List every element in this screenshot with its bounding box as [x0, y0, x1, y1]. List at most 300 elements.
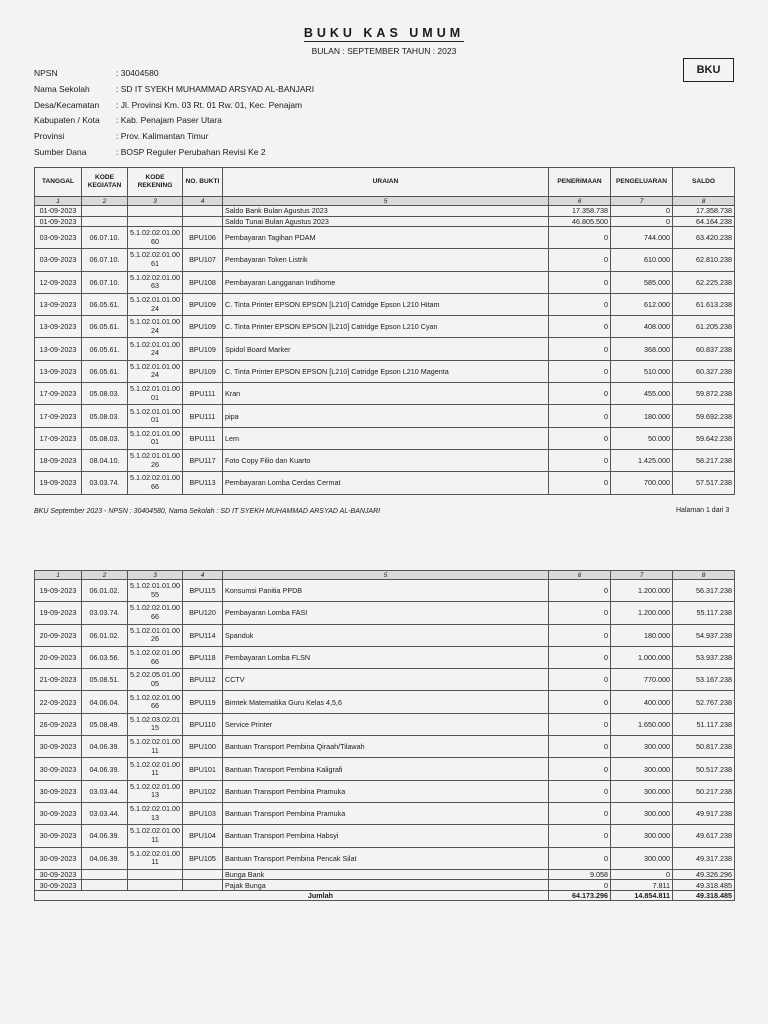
column-number: 5 [223, 197, 549, 206]
cell-uraian: Bimtek Matematika Guru Kelas 4,5,6 [223, 691, 549, 713]
cell-kode-kegiatan: 04.06.04. [82, 691, 128, 713]
cell-no-bukti: BPU107 [183, 249, 223, 271]
cell-kode-rekening [128, 669, 183, 691]
cell-saldo: 59.692.238 [673, 405, 735, 427]
cell-kode-kegiatan: 06.05.61. [82, 360, 128, 382]
kode-rekening-line2: 26 [151, 459, 159, 469]
cell-saldo: 57.517.238 [673, 472, 735, 494]
cell-no-bukti: BPU100 [183, 736, 223, 758]
info-row [34, 84, 314, 100]
table-row [35, 383, 735, 405]
cell-kode-rekening [128, 780, 183, 802]
column-header: TANGGAL [35, 168, 82, 197]
kode-rekening-line2: 11 [151, 768, 159, 778]
cell-kode-kegiatan: 06.07.10. [82, 249, 128, 271]
kode-rekening-line2: 01 [151, 392, 159, 402]
cell-penerimaan: 0 [549, 271, 611, 293]
cell-kode-kegiatan: 03.03.74. [82, 602, 128, 624]
table-row [35, 825, 735, 847]
cell-kode-rekening [128, 624, 183, 646]
cell-no-bukti: BPU109 [183, 293, 223, 315]
cell-uraian: Bantuan Transport Pembina Habsyi [223, 825, 549, 847]
column-header: KODE KEGIATAN [82, 168, 128, 197]
cell-kode-rekening [128, 383, 183, 405]
kode-rekening-line2: 13 [151, 790, 159, 800]
cell-tanggal: 19-09-2023 [35, 602, 82, 624]
cell-pengeluaran: 1.200.000 [611, 602, 673, 624]
cell-kode-kegiatan [82, 206, 128, 217]
cell-saldo: 49.317.238 [673, 847, 735, 869]
cell-pengeluaran: 0 [611, 206, 673, 217]
cell-penerimaan: 0 [549, 758, 611, 780]
cell-penerimaan: 0 [549, 227, 611, 249]
cell-no-bukti: BPU114 [183, 624, 223, 646]
table-row [35, 271, 735, 293]
cell-kode-rekening [128, 316, 183, 338]
cell-pengeluaran: 180.000 [611, 405, 673, 427]
cell-kode-rekening [128, 449, 183, 471]
cell-tanggal: 13-09-2023 [35, 360, 82, 382]
cell-saldo: 55.117.238 [673, 602, 735, 624]
cell-kode-rekening [128, 646, 183, 668]
cell-saldo: 49.318.485 [673, 880, 735, 891]
table-row [35, 869, 735, 880]
cell-kode-rekening [128, 580, 183, 602]
kode-rekening-line1: 5.1.02.01.01.00 [130, 625, 180, 635]
cell-uraian: Service Printer [223, 713, 549, 735]
cell-penerimaan: 0 [549, 736, 611, 758]
cell-uraian: Lem [223, 427, 549, 449]
info-row [34, 131, 314, 147]
table-row [35, 758, 735, 780]
column-number: 1 [35, 571, 82, 580]
cell-uraian: Pembayaran Lomba Cerdas Cermat [223, 472, 549, 494]
kode-rekening-line2: 66 [151, 481, 159, 491]
cell-kode-rekening [128, 405, 183, 427]
cell-pengeluaran: 1.000.000 [611, 646, 673, 668]
cell-penerimaan: 0 [549, 646, 611, 668]
cell-pengeluaran: 300.000 [611, 847, 673, 869]
document-title: BUKU KAS UMUM [303, 26, 465, 40]
table-row [35, 580, 735, 602]
table-row [35, 736, 735, 758]
cell-penerimaan: 17.358.738 [549, 206, 611, 217]
table-row [35, 646, 735, 668]
table-row [35, 338, 735, 360]
cell-no-bukti: BPU104 [183, 825, 223, 847]
kode-rekening-line2: 55 [151, 589, 159, 599]
cell-no-bukti: BPU111 [183, 405, 223, 427]
cell-uraian: Bantuan Transport Pembina Qiraah/Tilawah [223, 736, 549, 758]
cell-pengeluaran: 300.000 [611, 825, 673, 847]
kode-rekening-line1: 5.1.02.02.01.00 [130, 848, 180, 858]
info-label: Sumber Dana [34, 146, 87, 157]
cell-tanggal: 30-09-2023 [35, 880, 82, 891]
info-value: : Kab. Penajam Paser Utara [116, 115, 222, 126]
kode-rekening-line2: 61 [151, 258, 159, 268]
cell-tanggal: 30-09-2023 [35, 825, 82, 847]
cell-saldo: 49.326.296 [673, 869, 735, 880]
cell-pengeluaran: 50.000 [611, 427, 673, 449]
cell-kode-kegiatan: 04.06.39. [82, 758, 128, 780]
column-number: 6 [549, 571, 611, 580]
cell-penerimaan: 0 [549, 691, 611, 713]
column-number: 7 [611, 571, 673, 580]
cell-kode-kegiatan: 06.03.56. [82, 646, 128, 668]
table-row [35, 316, 735, 338]
cell-kode-kegiatan: 04.06.39. [82, 825, 128, 847]
cell-penerimaan: 0 [549, 713, 611, 735]
cell-kode-rekening [128, 338, 183, 360]
cell-penerimaan: 0 [549, 293, 611, 315]
cell-kode-rekening [128, 802, 183, 824]
page-footer-info: BKU September 2023 - NPSN : 30404580, Nama Sekolah : SD IT SYEKH MUHAMMAD ARSYAD AL-BANJARI [34, 508, 381, 515]
column-number: 8 [673, 571, 735, 580]
cell-uraian: Saldo Tunai Bulan Agustus 2023 [223, 216, 549, 227]
total-penerimaan: 64.173.296 [549, 890, 611, 901]
kode-rekening-line1: 5.1.02.02.01.00 [130, 250, 180, 260]
cell-tanggal: 21-09-2023 [35, 669, 82, 691]
cell-no-bukti: BPU119 [183, 691, 223, 713]
table-row [35, 293, 735, 315]
column-number: 1 [35, 197, 82, 206]
cell-uraian: Pembayaran Langganan Indihome [223, 271, 549, 293]
cell-no-bukti: BPU112 [183, 669, 223, 691]
kode-rekening-line1: 5.1.02.02.01.00 [130, 272, 180, 282]
cell-penerimaan: 0 [549, 669, 611, 691]
cell-tanggal: 30-09-2023 [35, 802, 82, 824]
cell-tanggal: 19-09-2023 [35, 472, 82, 494]
info-row [34, 100, 314, 116]
cell-saldo: 61.205.238 [673, 316, 735, 338]
cell-uraian: Spidol Board Marker [223, 338, 549, 360]
cell-pengeluaran: 400.000 [611, 691, 673, 713]
kode-rekening-line1: 5.1.02.02.01.00 [130, 826, 180, 836]
cell-tanggal: 26-09-2023 [35, 713, 82, 735]
info-label: Kabupaten / Kota [34, 115, 100, 126]
cell-pengeluaran: 455.000 [611, 383, 673, 405]
info-value: : BOSP Reguler Perubahan Revisi Ke 2 [116, 146, 266, 157]
cell-pengeluaran: 744.000 [611, 227, 673, 249]
kode-rekening-line1: 5.1.02.01.01.00 [130, 581, 180, 591]
cell-pengeluaran: 610.000 [611, 249, 673, 271]
cell-kode-kegiatan: 08.04.10. [82, 449, 128, 471]
kode-rekening-line2: 24 [151, 325, 159, 335]
cell-kode-kegiatan [82, 880, 128, 891]
cell-kode-kegiatan: 06.05.61. [82, 338, 128, 360]
column-header: NO. BUKTI [183, 168, 223, 197]
cell-no-bukti: BPU101 [183, 758, 223, 780]
column-number: 4 [183, 197, 223, 206]
cell-penerimaan: 0 [549, 472, 611, 494]
document-subtitle: BULAN : SEPTEMBER TAHUN : 2023 [311, 46, 457, 56]
cell-no-bukti: BPU110 [183, 713, 223, 735]
cell-saldo: 50.817.238 [673, 736, 735, 758]
kode-rekening-line1: 5.1.02.02.01.00 [130, 759, 180, 769]
table-row [35, 249, 735, 271]
cell-tanggal: 13-09-2023 [35, 293, 82, 315]
kode-rekening-line1: 5.2.02.05.01.00 [130, 670, 180, 680]
cell-saldo: 56.317.238 [673, 580, 735, 602]
column-number: 8 [673, 197, 735, 206]
kode-rekening-line2: 24 [151, 303, 159, 313]
cell-uraian: Bantuan Transport Pembina Pencak Silat [223, 847, 549, 869]
table-row [35, 227, 735, 249]
cell-uraian: C. Tinta Printer EPSON EPSON [L210] Catridge Epson L210 Hitam [223, 293, 549, 315]
cell-no-bukti: BPU109 [183, 338, 223, 360]
cell-saldo: 63.420.238 [673, 227, 735, 249]
cell-penerimaan: 46.805.500 [549, 216, 611, 227]
info-label: Nama Sekolah [34, 83, 90, 94]
cell-pengeluaran: 300.000 [611, 780, 673, 802]
cell-no-bukti: BPU103 [183, 802, 223, 824]
cell-tanggal: 03-09-2023 [35, 249, 82, 271]
cell-saldo: 58.217.238 [673, 449, 735, 471]
cell-penerimaan: 0 [549, 780, 611, 802]
ledger-table-page-1 [34, 167, 735, 495]
cell-kode-kegiatan: 05.08.49. [82, 713, 128, 735]
cell-penerimaan: 0 [549, 802, 611, 824]
cell-kode-kegiatan: 04.06.39. [82, 847, 128, 869]
cell-kode-rekening [128, 293, 183, 315]
cell-tanggal: 30-09-2023 [35, 780, 82, 802]
table-row [35, 669, 735, 691]
table-row [35, 216, 735, 227]
table-row [35, 691, 735, 713]
cell-uraian: Pembayaran Tagihan PDAM [223, 227, 549, 249]
cell-saldo: 60.327.238 [673, 360, 735, 382]
cell-pengeluaran: 300.000 [611, 758, 673, 780]
cell-tanggal: 17-09-2023 [35, 427, 82, 449]
cell-tanggal: 13-09-2023 [35, 316, 82, 338]
total-row [35, 890, 735, 901]
kode-rekening-line2: 11 [151, 857, 159, 867]
kode-rekening-line2: 60 [151, 236, 159, 246]
column-header: SALDO [673, 168, 735, 197]
table-row [35, 624, 735, 646]
cell-tanggal: 13-09-2023 [35, 338, 82, 360]
kode-rekening-line1: 5.1.02.02.01.00 [130, 648, 180, 658]
cell-saldo: 49.917.238 [673, 802, 735, 824]
kode-rekening-line1: 5.1.02.02.01.00 [130, 804, 180, 814]
cell-kode-kegiatan: 06.07.10. [82, 227, 128, 249]
cell-pengeluaran: 0 [611, 869, 673, 880]
kode-rekening-line1: 5.1.02.02.01.00 [130, 737, 180, 747]
cell-tanggal: 30-09-2023 [35, 847, 82, 869]
cell-uraian: Bunga Bank [223, 869, 549, 880]
cell-uraian: Pajak Bunga [223, 880, 549, 891]
cell-penerimaan: 0 [549, 338, 611, 360]
cell-tanggal: 19-09-2023 [35, 580, 82, 602]
kode-rekening-line1: 5.1.02.01.01.00 [130, 451, 180, 461]
cell-pengeluaran: 585.000 [611, 271, 673, 293]
cell-penerimaan: 0 [549, 383, 611, 405]
cell-penerimaan: 0 [549, 580, 611, 602]
table-row [35, 780, 735, 802]
cell-uraian: Spanduk [223, 624, 549, 646]
cell-saldo: 50.217.238 [673, 780, 735, 802]
cell-tanggal: 12-09-2023 [35, 271, 82, 293]
cell-pengeluaran: 1.425.000 [611, 449, 673, 471]
cell-kode-rekening [128, 427, 183, 449]
kode-rekening-line2: 01 [151, 437, 159, 447]
column-number: 2 [82, 197, 128, 206]
total-saldo: 49.318.485 [673, 890, 735, 901]
cell-kode-kegiatan: 06.05.61. [82, 293, 128, 315]
kode-rekening-line2: 11 [151, 834, 159, 844]
cell-kode-kegiatan: 03.03.74. [82, 472, 128, 494]
cell-saldo: 62.810.238 [673, 249, 735, 271]
cell-pengeluaran: 700.000 [611, 472, 673, 494]
cell-saldo: 64.164.238 [673, 216, 735, 227]
table-row [35, 405, 735, 427]
info-value: : Jl. Provinsi Km. 03 Rt. 01 Rw. 01, Kec. Penajam [116, 99, 303, 110]
kode-rekening-line2: 26 [151, 634, 159, 644]
column-number: 2 [82, 571, 128, 580]
cell-uraian: Pembayaran Lomba FLSN [223, 646, 549, 668]
kode-rekening-line2: 66 [151, 611, 159, 621]
cell-pengeluaran: 180.000 [611, 624, 673, 646]
cell-uraian: Kran [223, 383, 549, 405]
cell-no-bukti: BPU120 [183, 602, 223, 624]
column-number: 7 [611, 197, 673, 206]
kode-rekening-line2: 13 [151, 812, 159, 822]
column-header: PENERIMAAN [549, 168, 611, 197]
table-row [35, 206, 735, 217]
cell-penerimaan: 0 [549, 449, 611, 471]
cell-uraian: Bantuan Transport Pembina Pramuka [223, 802, 549, 824]
cell-tanggal: 30-09-2023 [35, 758, 82, 780]
cell-penerimaan: 0 [549, 427, 611, 449]
table-row [35, 449, 735, 471]
cell-pengeluaran: 300.000 [611, 802, 673, 824]
cell-kode-rekening [128, 758, 183, 780]
info-value: : Prov. Kalimantan Timur [116, 131, 209, 142]
cell-uraian: Saldo Bank Bulan Agustus 2023 [223, 206, 549, 217]
table-row [35, 802, 735, 824]
cell-kode-kegiatan: 06.01.02. [82, 580, 128, 602]
cell-saldo: 60.837.238 [673, 338, 735, 360]
column-number: 5 [223, 571, 549, 580]
column-header: URAIAN [223, 168, 549, 197]
table-row [35, 602, 735, 624]
cell-saldo: 61.613.238 [673, 293, 735, 315]
kode-rekening-line1: 5.1.02.02.01.00 [130, 781, 180, 791]
column-number: 6 [549, 197, 611, 206]
cell-no-bukti: BPU109 [183, 360, 223, 382]
cell-no-bukti: BPU109 [183, 316, 223, 338]
cell-kode-rekening [128, 249, 183, 271]
cell-penerimaan: 0 [549, 316, 611, 338]
cell-kode-kegiatan: 06.05.61. [82, 316, 128, 338]
info-row [34, 68, 314, 84]
info-row [34, 115, 314, 131]
cell-saldo: 50.517.238 [673, 758, 735, 780]
kode-rekening-line1: 5.1.02.02.01.00 [130, 228, 180, 238]
kode-rekening-line2: 66 [151, 701, 159, 711]
cell-kode-rekening [128, 216, 183, 227]
cell-kode-rekening [128, 825, 183, 847]
cell-no-bukti: BPU117 [183, 449, 223, 471]
cell-kode-kegiatan: 03.03.44. [82, 802, 128, 824]
cell-penerimaan: 0 [549, 360, 611, 382]
table-row [35, 880, 735, 891]
column-number: 3 [128, 197, 183, 206]
cell-tanggal: 18-09-2023 [35, 449, 82, 471]
kode-rekening-line1: 5.1.02.02.01.00 [130, 692, 180, 702]
cell-no-bukti: BPU111 [183, 427, 223, 449]
kode-rekening-line1: 5.1.02.01.01.00 [130, 317, 180, 327]
ledger-table-page-2 [34, 570, 735, 901]
cell-uraian: C. Tinta Printer EPSON EPSON [L210] Catridge Epson L210 Cyan [223, 316, 549, 338]
cell-kode-rekening [128, 360, 183, 382]
cell-kode-rekening [128, 472, 183, 494]
kode-rekening-line2: 01 [151, 415, 159, 425]
cell-no-bukti [183, 206, 223, 217]
kode-rekening-line1: 5.1.02.01.01.00 [130, 384, 180, 394]
cell-uraian: Konsumsi Panitia PPDB [223, 580, 549, 602]
kode-rekening-line1: 5.1.02.01.01.00 [130, 339, 180, 349]
cell-kode-kegiatan: 06.07.10. [82, 271, 128, 293]
page-number: Halaman 1 dari 3 [676, 507, 730, 514]
cell-kode-rekening [128, 869, 183, 880]
cell-kode-rekening [128, 271, 183, 293]
cell-penerimaan: 9.058 [549, 869, 611, 880]
cell-saldo: 54.937.238 [673, 624, 735, 646]
cell-penerimaan: 0 [549, 880, 611, 891]
cell-kode-rekening [128, 713, 183, 735]
table-row [35, 427, 735, 449]
cell-uraian: Foto Copy Filio dan Kuarto [223, 449, 549, 471]
kode-rekening-line2: 24 [151, 348, 159, 358]
column-number: 3 [128, 571, 183, 580]
cell-kode-kegiatan: 05.08.03. [82, 427, 128, 449]
cell-tanggal: 01-09-2023 [35, 216, 82, 227]
cell-kode-kegiatan: 06.01.02. [82, 624, 128, 646]
cell-pengeluaran: 408.000 [611, 316, 673, 338]
cell-saldo: 52.767.238 [673, 691, 735, 713]
cell-saldo: 51.117.238 [673, 713, 735, 735]
cell-kode-rekening [128, 602, 183, 624]
cell-no-bukti [183, 880, 223, 891]
cell-kode-kegiatan [82, 216, 128, 227]
info-row [34, 147, 314, 163]
cell-kode-kegiatan: 04.06.39. [82, 736, 128, 758]
info-label: NPSN [34, 68, 58, 78]
cell-no-bukti: BPU111 [183, 383, 223, 405]
cell-uraian: CCTV [223, 669, 549, 691]
cell-tanggal: 20-09-2023 [35, 646, 82, 668]
cell-no-bukti: BPU105 [183, 847, 223, 869]
cell-tanggal: 17-09-2023 [35, 405, 82, 427]
cell-kode-kegiatan: 05.08.03. [82, 405, 128, 427]
table-row [35, 847, 735, 869]
table-row [35, 472, 735, 494]
cell-saldo: 59.642.238 [673, 427, 735, 449]
cell-pengeluaran: 1.650.000 [611, 713, 673, 735]
cell-pengeluaran: 510.000 [611, 360, 673, 382]
total-pengeluaran: 14.854.811 [611, 890, 673, 901]
cell-saldo: 59.872.238 [673, 383, 735, 405]
cell-kode-kegiatan: 05.08.51. [82, 669, 128, 691]
cell-penerimaan: 0 [549, 825, 611, 847]
cell-no-bukti: BPU113 [183, 472, 223, 494]
cell-penerimaan: 0 [549, 847, 611, 869]
table-row [35, 713, 735, 735]
cell-no-bukti: BPU108 [183, 271, 223, 293]
kode-rekening-line1: 5.1.02.01.01.00 [130, 361, 180, 371]
cell-saldo: 53.167.238 [673, 669, 735, 691]
